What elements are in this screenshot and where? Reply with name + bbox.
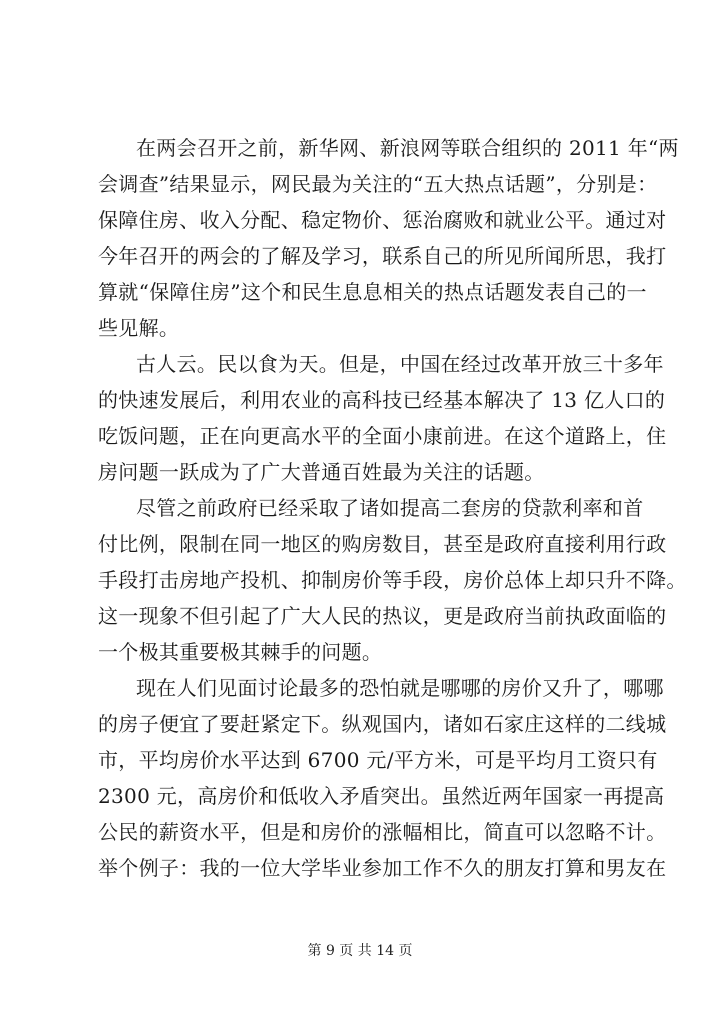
paragraph-line: 的快速发展后，利用农业的高科技已经基本解决了 13 亿人口的 (98, 388, 666, 412)
paragraph-3 (98, 490, 687, 670)
paragraph-line: 算就“保障住房”这个和民生息息相关的热点话题发表自己的一 (98, 280, 647, 304)
paragraph-line: 市，平均房价水平达到 6700 元/平方米，可是平均月工资只有 (98, 748, 658, 772)
paragraph-line: 公民的薪资水平，但是和房价的涨幅相比，简直可以忽略不计。 (98, 820, 667, 844)
paragraph-line: 保障住房、收入分配、稳定物价、惩治腐败和就业公平。通过对 (98, 208, 667, 232)
paragraph-line: 些见解。 (98, 316, 180, 340)
paragraph-line: 吃饭问题，正在向更高水平的全面小康前进。在这个道路上，住 (98, 424, 667, 448)
paragraph-line: 会调查”结果显示，网民最为关注的“五大热点话题”，分别是： (98, 172, 658, 196)
paragraph-1 (98, 130, 679, 346)
paragraph-line: 举个例子：我的一位大学毕业参加工作不久的朋友打算和男友在 (98, 856, 667, 880)
paragraph-line: 尽管之前政府已经采取了诸如提高二套房的贷款利率和首 (136, 496, 644, 520)
paragraph-line: 这一现象不但引起了广大人民的热议，更是政府当前执政面临的 (98, 604, 667, 628)
paragraph-line: 手段打击房地产投机、抑制房价等手段，房价总体上却只升不降。 (98, 568, 687, 592)
paragraph-line: 房问题一跃成为了广大普通百姓最为关注的话题。 (98, 460, 545, 484)
paragraph-2 (98, 346, 667, 490)
paragraph-line: 的房子便宜了要赶紧定下。纵观国内，诸如石家庄这样的二线城 (98, 712, 667, 736)
paragraph-line: 在两会召开之前，新华网、新浪网等联合组织的 2011 年“两 (136, 136, 679, 160)
page-number-footer: 第 9 页 共 14 页 (307, 943, 413, 959)
paragraph-line: 2300 元，高房价和低收入矛盾突出。虽然近两年国家一再提高 (98, 784, 665, 808)
paragraph-line: 一个极其重要极其棘手的问题。 (98, 640, 383, 664)
paragraph-4 (98, 670, 667, 886)
paragraph-line: 古人云。民以食为天。但是，中国在经过改革开放三十多年 (136, 352, 664, 376)
paragraph-line: 今年召开的两会的了解及学习，联系自己的所见所闻所思，我打 (98, 244, 667, 268)
paragraph-line: 付比例，限制在同一地区的购房数目，甚至是政府直接利用行政 (98, 532, 667, 556)
paragraph-line: 现在人们见面讨论最多的恐怕就是哪哪的房价又升了，哪哪 (136, 676, 664, 700)
